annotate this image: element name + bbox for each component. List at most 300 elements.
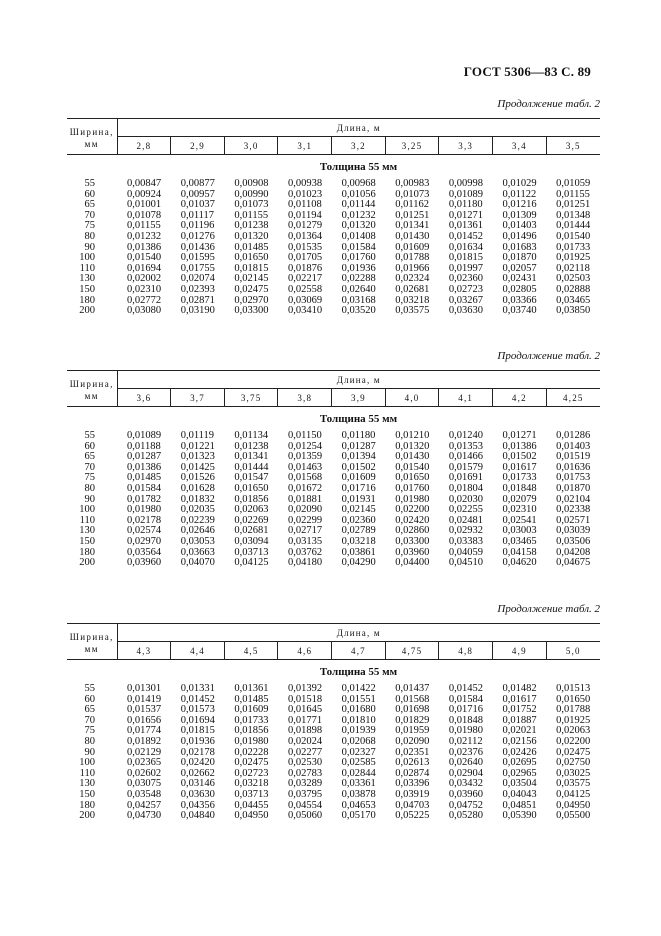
volume-cell: 0,04554 (287, 799, 323, 811)
volume-cell: 0,05170 (341, 810, 376, 822)
volume-cell: 0,01301 (127, 683, 162, 694)
volume-cell: 0,01394 (341, 451, 376, 463)
volume-cell: 0,01829 (395, 714, 430, 726)
volume-cell: 0,02360 (448, 273, 484, 285)
width-cell: 110 (79, 262, 96, 274)
width-cell: 60 (84, 188, 96, 200)
volume-cell: 0,02602 (127, 767, 162, 779)
volume-cell: 0,03432 (448, 778, 484, 790)
volume-cell: 0,02874 (395, 767, 430, 779)
volume-cell: 0,02200 (395, 504, 430, 516)
volume-cell: 0,02860 (395, 525, 430, 537)
volume-cell: 0,01408 (341, 230, 376, 242)
volume-cell: 0,01502 (341, 461, 376, 473)
volume-cell: 0,04257 (127, 799, 162, 811)
length-column-header: 4,8 (439, 642, 493, 660)
volume-cell: 0,01980 (448, 725, 484, 737)
width-cell: 65 (84, 451, 96, 463)
volume-cell: 0,04752 (448, 799, 484, 811)
volume-cell: 0,01386 (502, 440, 537, 452)
width-label: Ширина, (69, 126, 114, 137)
volume-cell: 0,02431 (502, 273, 537, 285)
volume-cell: 0,01361 (448, 220, 484, 232)
volume-cell: 0,01221 (180, 440, 215, 452)
width-cell: 75 (84, 472, 96, 484)
volume-cell: 0,01444 (556, 220, 591, 232)
volume-cell: 0,03146 (180, 778, 215, 790)
volume-cell: 0,03218 (234, 778, 269, 790)
volume-cell: 0,02640 (448, 757, 484, 769)
volume-cell: 0,01437 (395, 683, 430, 694)
volume-cell: 0,03410 (287, 305, 323, 317)
volume-cell: 0,01733 (502, 472, 537, 484)
volume-cell: 0,01485 (127, 472, 162, 484)
volume-cell: 0,02888 (556, 283, 591, 295)
width-cell: 55 (84, 430, 96, 441)
volume-cell: 0,01628 (180, 482, 215, 494)
length-header: Длина, м (117, 624, 600, 642)
volume-cell: 0,04043 (502, 788, 537, 800)
volume-cell: 0,03366 (502, 294, 537, 306)
volume-cell: 0,01403 (502, 220, 537, 232)
volume-cell: 0,01279 (287, 220, 323, 232)
volume-cell: 0,00983 (395, 178, 430, 189)
volume-cell: 0,01122 (502, 188, 537, 200)
volume-cell: 0,01452 (180, 693, 215, 705)
volume-cell: 0,02074 (180, 273, 215, 285)
width-cell: 150 (79, 535, 96, 547)
width-cell: 65 (84, 704, 96, 716)
table-row (67, 537, 600, 548)
volume-cell: 0,01568 (395, 693, 430, 705)
volume-cell: 0,00924 (127, 188, 162, 200)
length-column-header: 4,7 (332, 642, 386, 660)
volume-cell: 0,02200 (556, 735, 591, 747)
volume-cell: 0,01341 (234, 451, 269, 463)
length-column-header: 3,7 (171, 389, 225, 407)
volume-cell: 0,01848 (502, 482, 537, 494)
volume-cell: 0,02750 (556, 757, 591, 769)
volume-cell: 0,02090 (395, 735, 430, 747)
volume-cell: 0,01815 (180, 725, 215, 737)
width-cell: 80 (84, 735, 96, 747)
volume-cell: 0,01584 (127, 482, 162, 494)
header-row (67, 624, 600, 642)
width-cell: 180 (79, 799, 96, 811)
volume-cell: 0,01056 (341, 188, 376, 200)
volume-cell: 0,05280 (448, 810, 484, 822)
volume-cell: 0,01540 (395, 461, 430, 473)
volume-cell: 0,01254 (287, 440, 323, 452)
volume-cell: 0,01650 (234, 252, 269, 264)
volume-cell: 0,01155 (127, 220, 161, 232)
volume-cell: 0,01760 (395, 482, 430, 494)
volume-cell: 0,01650 (234, 482, 269, 494)
volume-cell: 0,01238 (234, 440, 269, 452)
volume-cell: 0,02156 (502, 735, 537, 747)
volume-cell: 0,02327 (341, 746, 376, 758)
volume-cell: 0,01617 (502, 693, 537, 705)
volume-cell: 0,01568 (287, 472, 323, 484)
volume-cell: 0,03300 (395, 535, 430, 547)
length-column-header: 3,8 (278, 389, 332, 407)
volume-cell: 0,01547 (234, 472, 269, 484)
volume-cell: 0,03919 (395, 788, 430, 800)
width-cell: 100 (79, 252, 96, 264)
volume-cell: 0,02024 (287, 735, 323, 747)
volume-cell: 0,03740 (502, 305, 537, 317)
thickness-row (67, 155, 600, 180)
length-column-header: 3,4 (493, 137, 547, 155)
volume-cell: 0,01419 (127, 693, 162, 705)
volume-cell: 0,01634 (448, 241, 484, 253)
volume-cell: 0,01870 (556, 482, 591, 494)
length-column-header: 3,9 (332, 389, 386, 407)
volume-cell: 0,01155 (556, 188, 590, 200)
volume-cell: 0,01980 (234, 735, 269, 747)
volume-cell: 0,02090 (287, 504, 323, 516)
width-cell: 55 (84, 683, 96, 694)
volume-cell: 0,02585 (341, 757, 376, 769)
volume-cell: 0,04510 (448, 557, 484, 569)
width-cell: 60 (84, 440, 96, 452)
volume-cell: 0,03960 (395, 546, 430, 558)
thickness-label: Толщина 55 мм (319, 161, 398, 173)
volume-cell: 0,01331 (180, 683, 215, 694)
volume-cell: 0,04180 (287, 557, 323, 569)
volume-cell: 0,01134 (234, 430, 269, 441)
volume-cell: 0,01645 (287, 704, 323, 716)
volume-cell: 0,02558 (287, 283, 323, 295)
volume-cell: 0,03795 (287, 788, 323, 800)
volume-cell: 0,01502 (502, 451, 537, 463)
volume-cell: 0,01518 (287, 693, 323, 705)
volume-cell: 0,01513 (556, 683, 591, 694)
volume-cell: 0,02965 (502, 767, 537, 779)
volume-cell: 0,01771 (287, 714, 323, 726)
volume-cell: 0,02129 (127, 746, 162, 758)
volume-cell: 0,01650 (395, 472, 430, 484)
table-row (67, 684, 600, 695)
volume-cell: 0,01931 (341, 493, 376, 505)
volume-cell: 0,01341 (395, 220, 430, 232)
volume-cell: 0,02104 (556, 493, 591, 505)
volume-cell: 0,01287 (127, 451, 162, 463)
volume-cell: 0,02255 (448, 504, 484, 516)
volume-cell: 0,02475 (234, 283, 269, 295)
volume-cell: 0,01815 (448, 252, 484, 264)
volume-cell: 0,01609 (395, 241, 430, 253)
volume-cell: 0,03878 (341, 788, 376, 800)
volume-cell: 0,01925 (556, 252, 591, 264)
volume-cell: 0,01386 (127, 241, 162, 253)
volume-cell: 0,02351 (395, 746, 430, 758)
volume-cell: 0,01403 (556, 440, 591, 452)
volume-cell: 0,02057 (502, 262, 537, 274)
volume-cell: 0,01656 (127, 714, 162, 726)
volume-cell: 0,01782 (127, 493, 162, 505)
volume-cell: 0,03713 (234, 546, 269, 558)
width-cell: 110 (79, 767, 96, 779)
table-row (67, 285, 600, 296)
volume-cell: 0,01251 (395, 209, 430, 221)
volume-cell: 0,01959 (395, 725, 430, 737)
volume-cell: 0,04125 (234, 557, 269, 569)
volume-cell: 0,01694 (127, 262, 162, 274)
volume-cell: 0,02723 (234, 767, 269, 779)
volume-cell: 0,02662 (180, 767, 215, 779)
volume-cell: 0,01323 (180, 451, 215, 463)
volume-cell: 0,03383 (448, 535, 484, 547)
width-unit: мм (84, 138, 99, 149)
volume-cell: 0,01774 (127, 725, 162, 737)
volume-cell: 0,01698 (395, 704, 430, 716)
volume-cell: 0,03168 (341, 294, 376, 306)
length-column-header: 4,9 (493, 642, 547, 660)
volume-cell: 0,01617 (502, 461, 537, 473)
volume-cell: 0,02145 (341, 504, 376, 516)
volume-cell: 0,02574 (127, 525, 162, 537)
length-header: Длина, м (117, 371, 600, 389)
volume-cell: 0,02063 (234, 504, 269, 516)
volume-cell: 0,01210 (395, 430, 430, 441)
volume-cell: 0,03025 (556, 767, 591, 779)
volume-cell: 0,03218 (341, 535, 376, 547)
volume-cell: 0,01595 (180, 252, 215, 264)
table-row (67, 737, 600, 748)
volume-cell: 0,01870 (502, 252, 537, 264)
volume-cell: 0,01832 (180, 493, 215, 505)
volume-cell: 0,01672 (287, 482, 323, 494)
volume-cell: 0,01188 (127, 440, 161, 452)
length-values-row (67, 642, 600, 660)
volume-cell: 0,02871 (180, 294, 215, 306)
volume-cell: 0,01286 (556, 430, 591, 441)
volume-cell: 0,02118 (556, 262, 590, 274)
volume-cell: 0,01755 (180, 262, 215, 274)
table-row (67, 232, 600, 243)
volume-cell: 0,02360 (341, 514, 376, 526)
volume-cell: 0,01925 (556, 714, 591, 726)
volume-cell: 0,01348 (556, 209, 591, 221)
length-column-header: 4,0 (385, 389, 439, 407)
volume-cell: 0,01939 (341, 725, 376, 737)
volume-cell: 0,01584 (341, 241, 376, 253)
volume-cell: 0,01073 (395, 188, 430, 200)
volume-cell: 0,03053 (180, 535, 215, 547)
volume-cell: 0,03504 (502, 778, 537, 790)
volume-cell: 0,02021 (502, 725, 537, 737)
volume-cell: 0,05060 (287, 810, 323, 822)
volume-cell: 0,01519 (556, 451, 591, 463)
volume-cell: 0,01485 (234, 241, 269, 253)
volume-cell: 0,01733 (234, 714, 269, 726)
width-cell: 150 (79, 283, 96, 295)
volume-cell: 0,04730 (127, 810, 162, 822)
length-column-header: 4,25 (546, 389, 600, 407)
volume-cell: 0,02640 (341, 283, 376, 295)
width-cell: 90 (84, 241, 96, 253)
volume-cell: 0,01551 (341, 693, 376, 705)
volume-cell: 0,01535 (287, 241, 323, 253)
volume-cell: 0,02178 (180, 746, 215, 758)
data-table-3 (67, 623, 600, 822)
length-column-header: 4,2 (493, 389, 547, 407)
volume-cell: 0,02112 (448, 735, 483, 747)
volume-cell: 0,00938 (287, 178, 323, 189)
volume-cell: 0,01119 (180, 430, 215, 441)
volume-cell: 0,01320 (341, 220, 376, 232)
volume-cell: 0,02217 (287, 273, 323, 285)
volume-cell: 0,03630 (180, 788, 215, 800)
volume-cell: 0,05225 (395, 810, 430, 822)
volume-cell: 0,03861 (341, 546, 376, 558)
table-row (67, 179, 600, 190)
volume-cell: 0,01309 (502, 209, 537, 221)
width-cell: 180 (79, 546, 96, 558)
volume-cell: 0,01271 (448, 209, 484, 221)
volume-cell: 0,04455 (234, 799, 269, 811)
volume-cell: 0,03396 (395, 778, 430, 790)
volume-cell: 0,04653 (341, 799, 376, 811)
volume-cell: 0,01997 (448, 262, 484, 274)
volume-cell: 0,01078 (127, 209, 162, 221)
volume-cell: 0,04290 (341, 557, 376, 569)
volume-cell: 0,01001 (127, 199, 162, 211)
volume-cell: 0,00957 (180, 188, 215, 200)
volume-cell: 0,01196 (180, 220, 215, 232)
volume-cell: 0,04070 (180, 557, 215, 569)
width-label: Ширина, (69, 378, 114, 389)
volume-cell: 0,05390 (502, 810, 537, 822)
volume-cell: 0,01430 (395, 230, 430, 242)
width-cell: 100 (79, 504, 96, 516)
volume-cell: 0,01980 (395, 493, 430, 505)
volume-cell: 0,01815 (234, 262, 269, 274)
volume-cell: 0,03218 (395, 294, 430, 306)
volume-cell: 0,01466 (448, 451, 484, 463)
width-cell: 80 (84, 230, 96, 242)
volume-cell: 0,02530 (287, 757, 323, 769)
volume-cell: 0,01232 (341, 209, 376, 221)
length-values-row (67, 389, 600, 407)
data-table-2 (67, 370, 600, 569)
length-column-header: 3,2 (332, 137, 386, 155)
volume-cell: 0,02228 (234, 746, 269, 758)
volume-cell: 0,02970 (234, 294, 269, 306)
volume-cell: 0,01240 (448, 430, 484, 441)
width-cell: 55 (84, 178, 96, 189)
volume-cell: 0,01320 (234, 230, 269, 242)
volume-cell: 0,03713 (234, 788, 269, 800)
volume-cell: 0,03267 (448, 294, 484, 306)
volume-cell: 0,01856 (234, 725, 269, 737)
volume-cell: 0,03960 (127, 557, 162, 569)
volume-cell: 0,01788 (556, 704, 591, 716)
header-row (67, 119, 600, 137)
volume-cell: 0,01452 (448, 683, 484, 694)
volume-cell: 0,02079 (502, 493, 537, 505)
volume-cell: 0,01216 (502, 199, 537, 211)
volume-cell: 0,00908 (234, 178, 269, 189)
thickness-row (67, 407, 600, 432)
volume-cell: 0,02681 (234, 525, 269, 537)
width-cell: 70 (84, 209, 96, 221)
volume-cell: 0,01029 (502, 178, 537, 189)
volume-cell: 0,03520 (341, 305, 376, 317)
volume-cell: 0,03465 (502, 535, 537, 547)
volume-cell: 0,01444 (234, 461, 269, 473)
thickness-label: Толщина 55 мм (319, 666, 398, 678)
length-column-header: 4,5 (224, 642, 278, 660)
volume-cell: 0,01482 (502, 683, 537, 694)
length-column-header: 2,8 (117, 137, 171, 155)
volume-cell: 0,04675 (556, 557, 591, 569)
length-column-header: 3,25 (385, 137, 439, 155)
volume-cell: 0,01238 (234, 220, 269, 232)
volume-cell: 0,02481 (448, 514, 484, 526)
volume-cell: 0,02068 (341, 735, 376, 747)
volume-cell: 0,03575 (395, 305, 430, 317)
volume-cell: 0,01680 (341, 704, 376, 716)
volume-cell: 0,03300 (234, 305, 269, 317)
volume-cell: 0,02420 (180, 757, 215, 769)
volume-cell: 0,01117 (180, 209, 215, 221)
volume-cell: 0,01436 (180, 241, 215, 253)
volume-cell: 0,01425 (180, 461, 215, 473)
volume-cell: 0,03762 (287, 546, 323, 558)
length-column-header: 3,0 (224, 137, 278, 155)
volume-cell: 0,01271 (502, 430, 537, 441)
volume-cell: 0,02844 (341, 767, 376, 779)
volume-cell: 0,02475 (556, 746, 591, 758)
width-cell: 60 (84, 693, 96, 705)
volume-cell: 0,03548 (127, 788, 162, 800)
volume-cell: 0,01892 (127, 735, 162, 747)
length-column-header: 5,0 (546, 642, 600, 660)
width-cell: 150 (79, 788, 96, 800)
volume-cell: 0,00998 (448, 178, 484, 189)
volume-cell: 0,00877 (180, 178, 215, 189)
volume-cell: 0,01980 (127, 504, 162, 516)
width-cell: 80 (84, 482, 96, 494)
length-column-header: 4,3 (117, 642, 171, 660)
volume-cell: 0,01452 (448, 230, 484, 242)
volume-cell: 0,02338 (556, 504, 591, 516)
length-header: Длина, м (117, 119, 600, 137)
volume-cell: 0,04703 (395, 799, 430, 811)
volume-cell: 0,01887 (502, 714, 537, 726)
volume-cell: 0,03075 (127, 778, 162, 790)
volume-cell: 0,01936 (341, 262, 376, 274)
volume-cell: 0,02805 (502, 283, 537, 295)
length-column-header: 2,9 (171, 137, 225, 155)
volume-cell: 0,00968 (341, 178, 376, 189)
length-column-header: 3,75 (224, 389, 278, 407)
volume-cell: 0,01359 (287, 451, 323, 463)
data-table-1 (67, 118, 600, 317)
volume-cell: 0,01609 (234, 704, 269, 716)
volume-cell: 0,02723 (448, 283, 484, 295)
volume-cell: 0,01753 (556, 472, 591, 484)
table-row (67, 790, 600, 801)
volume-cell: 0,03630 (448, 305, 484, 317)
volume-cell: 0,02783 (287, 767, 323, 779)
volume-cell: 0,03465 (556, 294, 591, 306)
volume-cell: 0,03003 (502, 525, 537, 537)
continuation-label: Продолжение табл. 2 (497, 603, 600, 615)
continuation-label: Продолжение табл. 2 (497, 98, 600, 110)
